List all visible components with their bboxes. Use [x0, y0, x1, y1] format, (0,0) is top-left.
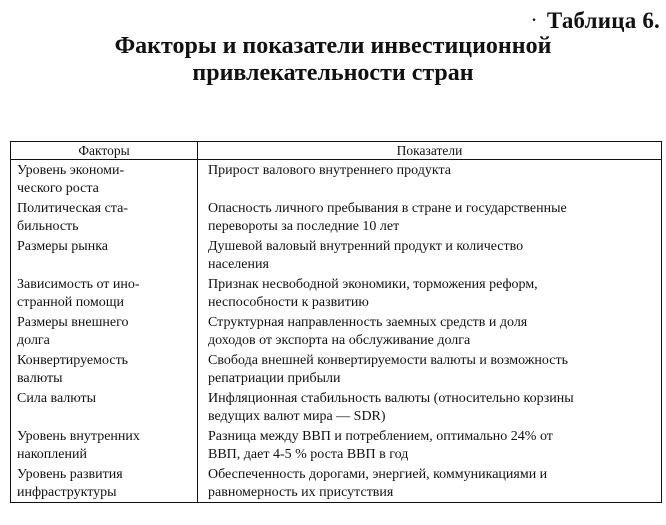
table-row — [11, 200, 662, 238]
header-factors: Факторы — [11, 142, 198, 160]
table-row — [11, 428, 662, 466]
factor-line: долга — [17, 332, 50, 348]
factor-cell — [11, 390, 198, 428]
indicator-line: ведущих валют мира — SDR) — [208, 408, 386, 424]
indicator-line: Признак несвободной экономики, торможения реформ, — [208, 277, 538, 293]
table-row — [11, 160, 662, 201]
factor-line: инфраструктуры — [17, 484, 117, 500]
indicator-line: Разница между ВВП и потреблением, оптимально 24% от — [208, 429, 553, 445]
factor-line: Размеры внешнего — [17, 315, 129, 331]
factor-line: Уровень развития — [17, 467, 123, 483]
indicator-cell — [198, 428, 662, 466]
factors-table — [10, 141, 662, 503]
table-row — [11, 466, 662, 502]
indicator-line: Прирост валового внутреннего продукта — [208, 163, 451, 179]
factor-line: Политическая ста- — [17, 201, 128, 217]
table-row — [11, 276, 662, 314]
factor-line: накоплений — [17, 446, 87, 462]
indicator-line: Структурная направленность заемных средств и доля — [208, 315, 528, 331]
indicator-line: Опасность личного пребывания в стране и государственные — [208, 201, 567, 217]
indicator-cell — [198, 276, 662, 314]
indicator-cell — [198, 200, 662, 238]
factor-cell — [11, 314, 198, 352]
indicator-line: Инфляционная стабильность валюты (относительно корзины — [208, 391, 574, 407]
factor-line: ческого роста — [17, 180, 99, 196]
table-row — [11, 390, 662, 428]
factor-line: Уровень внутренних — [17, 429, 140, 445]
table-row — [11, 314, 662, 352]
indicator-line: населения — [208, 256, 269, 272]
title-line-1: Факторы и показатели инвестиционной — [114, 33, 552, 59]
indicator-line: Душевой валовый внутренний продукт и количество — [208, 239, 524, 255]
indicator-cell — [198, 314, 662, 352]
indicator-line: равномерность их присутствия — [208, 484, 394, 500]
factor-line: Зависимость от ино- — [17, 277, 140, 293]
factor-cell — [11, 466, 198, 502]
table-header-row — [11, 142, 662, 160]
indicator-cell — [198, 238, 662, 276]
factor-cell — [11, 428, 198, 466]
caption-mark: · — [531, 12, 537, 29]
indicator-line: репатриации прибыли — [208, 370, 341, 386]
indicator-cell — [198, 160, 662, 201]
indicator-cell — [198, 466, 662, 502]
title-line-2: привлекательности стран — [192, 60, 474, 86]
table-body — [11, 160, 662, 503]
indicator-cell — [198, 352, 662, 390]
factor-line: Размеры рынка — [17, 239, 109, 255]
table-row — [11, 352, 662, 390]
document-title — [0, 33, 666, 87]
factor-line: странной помощи — [17, 294, 125, 310]
factor-cell — [11, 276, 198, 314]
factor-cell — [11, 160, 198, 201]
indicator-line: доходов от экспорта на обслуживание долга — [208, 332, 471, 348]
factor-line: Уровень экономи- — [17, 163, 125, 179]
indicator-line: неспособности к развитию — [208, 294, 369, 310]
indicator-line: ВВП, дает 4-5 % роста ВВП в год — [208, 446, 409, 462]
factor-line: бильность — [17, 218, 79, 234]
table-caption — [531, 8, 660, 34]
indicator-cell — [198, 390, 662, 428]
factor-cell — [11, 352, 198, 390]
factor-line: валюты — [17, 370, 63, 386]
caption-text: Таблица 6. — [546, 8, 660, 33]
factor-line: Сила валюты — [17, 391, 97, 407]
factor-cell — [11, 238, 198, 276]
indicator-line: перевороты за последние 10 лет — [208, 218, 400, 234]
indicator-line: Свобода внешней конвертируемости валюты и возможность — [208, 353, 568, 369]
header-indicators: Показатели — [198, 142, 662, 160]
indicator-line: Обеспеченность дорогами, энергией, коммуникациями и — [208, 467, 548, 483]
factor-line: Конвертируемость — [17, 353, 129, 369]
factor-cell — [11, 200, 198, 238]
table-row — [11, 238, 662, 276]
